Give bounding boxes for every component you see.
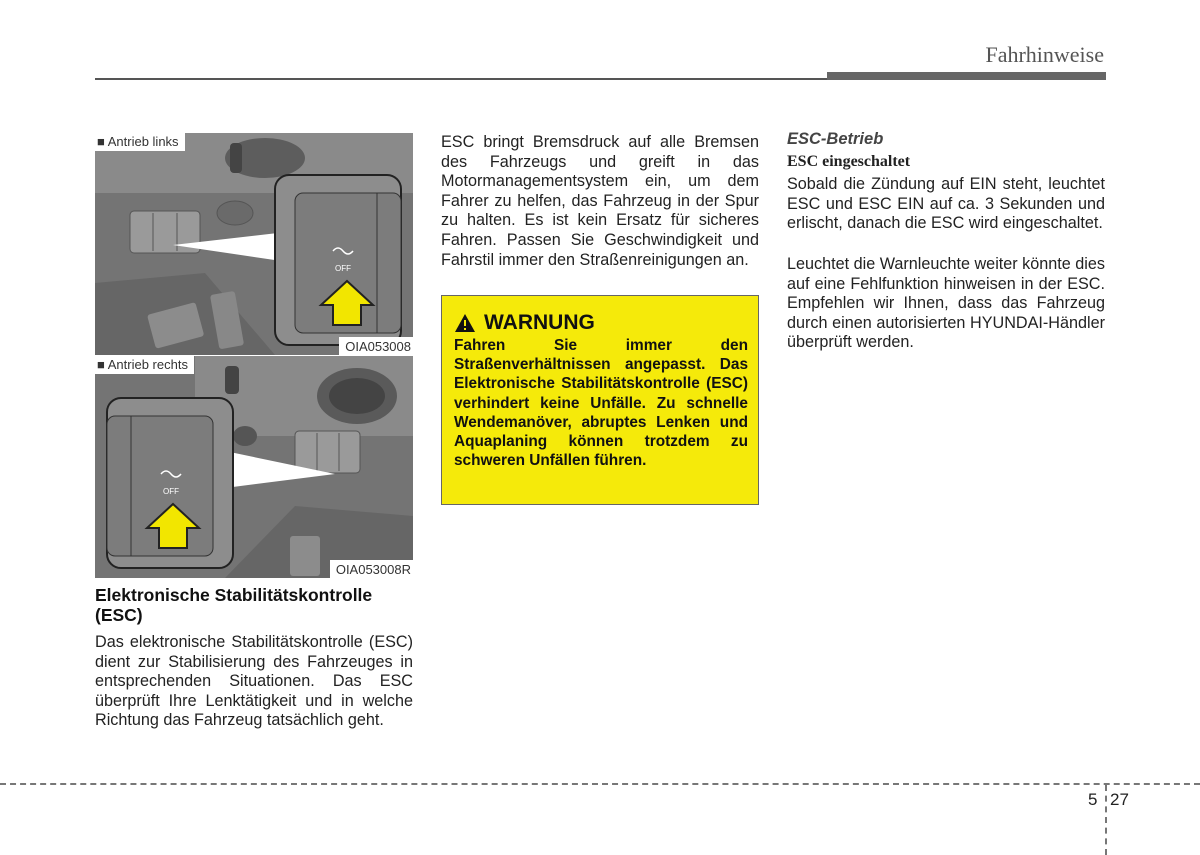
- page-header-title: Fahrhinweise: [985, 42, 1104, 67]
- dashboard-illustration-left: [95, 133, 413, 355]
- esc-off-label: OFF: [335, 264, 351, 273]
- warning-text: Fahren Sie immer den Straßenverhältnissen angepasst. Das Elektronische Stabilitätskontrolle (ESC) verhindert keine Unfälle. Zu schnelle Wendemanöver, abruptes Lenken und Aquaplaning können trotzdem zu schweren Unfällen führen.: [454, 337, 748, 470]
- warning-title-label: WARNUNG: [484, 311, 595, 334]
- right-paragraph-1: Sobald die Zündung auf EIN steht, leuchtet ESC und ESC EIN auf ca. 3 Sekunden und erlischt, danach die ESC wird eingeschaltet.: [787, 175, 1105, 233]
- subheading: ESC-Betrieb: [787, 130, 884, 148]
- section-heading: Elektronische Stabilitätskontrolle (ESC): [95, 585, 373, 625]
- warning-box: [441, 295, 759, 505]
- figure-code: OIA053008R: [330, 560, 413, 578]
- figure-right-drive: [95, 356, 413, 578]
- figure-caption: ■ Antrieb rechts: [95, 356, 194, 374]
- right-paragraph-2: Leuchtet die Warnleuchte weiter könnte dies auf eine Fehlfunktion hinweisen in der ESC. Empfehlen wir Ihnen, dass das Fahrzeug durch einen autorisierten HYUNDAI-Händler überprüft werden.: [787, 255, 1105, 352]
- chapter-number: 5: [1088, 790, 1098, 809]
- dashboard-illustration-right: [95, 356, 413, 578]
- middle-paragraph: ESC bringt Bremsdruck auf alle Bremsen des Fahrzeugs und greift in das Motormanagementsystem ein, um dem Fahrer zu helfen, das Fahrzeug in der Spur zu halten. Es ist kein Ersatz für sicheres Fahren. Passen Sie Geschwindigkeit und Fahrstil immer den Straßenreinigungen an.: [441, 133, 759, 269]
- header-rule: [95, 78, 830, 80]
- figure-caption: ■ Antrieb links: [95, 133, 185, 151]
- footer-rule: [0, 783, 1200, 785]
- figure-code: OIA053008: [339, 337, 413, 355]
- page-number: 27: [1110, 790, 1129, 809]
- warning-triangle-icon: [454, 313, 476, 333]
- left-paragraph: Das elektronische Stabilitätskontrolle (ESC) dient zur Stabilisierung des Fahrzeuges in entsprechenden Situationen. Das ESC überprüft Ihre Lenktätigkeit und in welche Richtung das Fahrzeug tatsächlich geht.: [95, 633, 413, 730]
- esc-off-label: OFF: [163, 487, 179, 496]
- figure-left-drive: [95, 133, 413, 355]
- warning-title: [454, 311, 595, 335]
- footer-divider: [1105, 785, 1107, 855]
- header-rule-accent: [827, 72, 1106, 80]
- subsubheading: ESC eingeschaltet: [787, 153, 911, 170]
